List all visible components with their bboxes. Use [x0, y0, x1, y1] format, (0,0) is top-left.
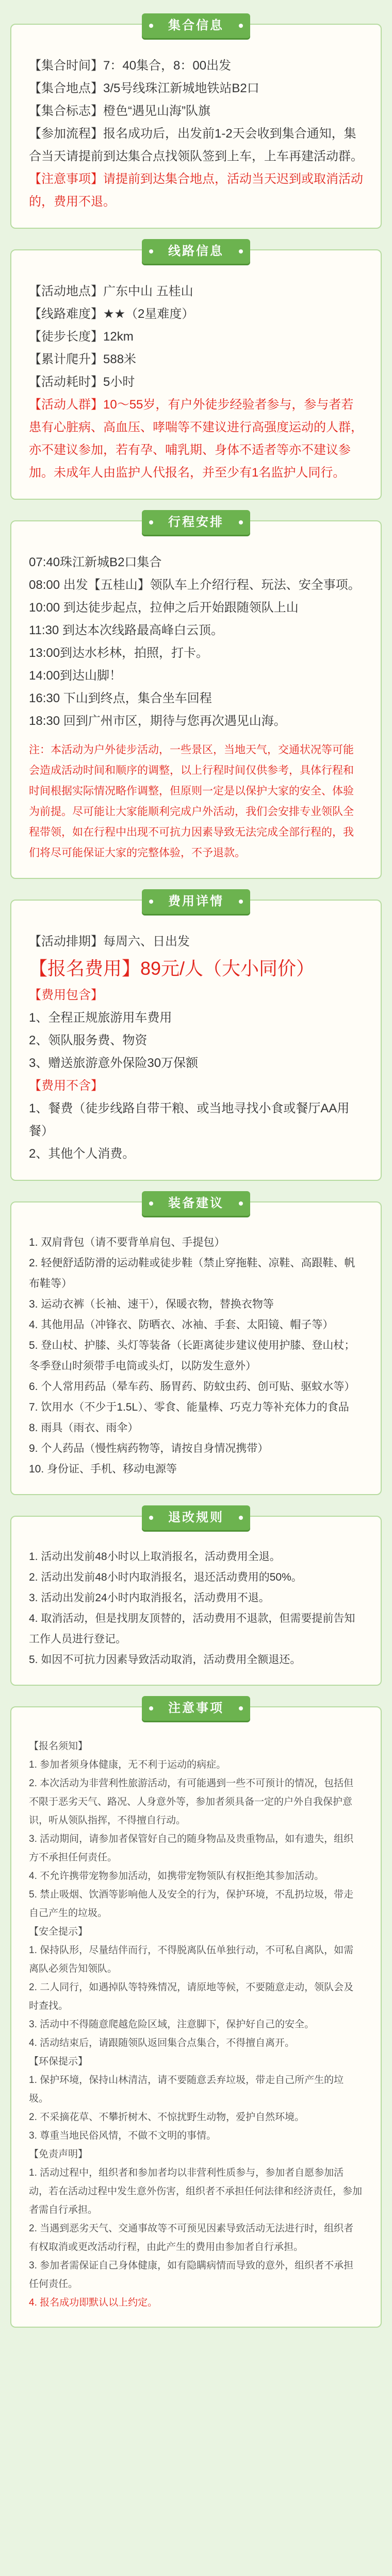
notes-item: 1. 保护环境，保持山林清洁，请不要随意丢弃垃圾，带走自己所产生的垃圾。	[29, 2075, 344, 2104]
gear-title: 装备建议	[142, 1191, 250, 1216]
notes-item: 2. 当遇到恶劣天气、交通事故等不可预见因素导致活动无法进行时，组织者有权取消或更改活动行程，由此产生的费用由参加者自行承担。	[29, 2223, 354, 2252]
notes-item: 3. 活动中不得随意爬越危险区域，注意脚下，保护好自己的安全。	[29, 2019, 315, 2030]
schedule-item: 10:00 到达徒步起点，拉伸之后开始跟随领队上山	[29, 601, 299, 615]
notes-item: 4. 不允许携带宠物参加活动，如携带宠物领队有权拒绝其参加活动。	[29, 1871, 324, 1882]
refund-item: 1. 活动出发前48小时以上取消报名，活动费用全退。	[29, 1551, 281, 1563]
notes-item: 3. 尊重当地民俗风情，不做不文明的事情。	[29, 2130, 217, 2141]
route-card	[10, 244, 382, 500]
gear-item: 4. 其他用品（冲锋衣、防晒衣、冰袖、手套、太阳镜、帽子等）	[29, 1319, 334, 1331]
fees-schedule: 【活动排期】每周六、日出发	[29, 935, 190, 948]
route-line: 【活动地点】广东中山 五桂山	[29, 284, 193, 298]
gear-item: 10. 身份证、手机、移动电源等	[29, 1463, 177, 1475]
gear-card	[10, 1196, 382, 1495]
meeting-line: 【集合标志】橙色“遇见山海”队旗	[29, 104, 210, 118]
notes-block-label: 【安全提示】	[29, 1926, 88, 1937]
gear-item: 5. 登山杖、护膝、头灯等装备（长距离徒步建议使用护膝、登山杖；冬季登山时须带手电筒或头灯，以防发生意外）	[29, 1340, 355, 1372]
notes-block-label: 【免责声明】	[29, 2149, 88, 2160]
fees-includes-label: 【费用包含】	[29, 988, 103, 1002]
route-title: 线路信息	[142, 239, 250, 264]
meeting-line: 【集合时间】7：40集合，8：00出发	[29, 59, 232, 73]
schedule-card	[10, 515, 382, 879]
meeting-notice: 【注意事项】请提前到达集合地点，活动当天迟到或取消活动的，费用不退。	[29, 172, 363, 209]
notes-item: 5. 禁止吸烟、饮酒等影响他人及安全的行为，保护环境，不乱扔垃圾，带走自己产生的垃圾。	[29, 1889, 354, 1919]
refund-item: 3. 活动出发前24小时内取消报名，活动费用不退。	[29, 1592, 270, 1604]
notes-item: 3. 活动期间，请参加者保管好自己的随身物品及贵重物品，如有遗失，组织方不承担任何责任。	[29, 1834, 354, 1863]
gear-item: 1. 双肩背包（请不要背单肩包、手提包）	[29, 1236, 225, 1248]
gear-item: 3. 运动衣裤（长袖、速干），保暖衣物，替换衣物等	[29, 1298, 274, 1310]
refund-item: 2. 活动出发前48小时内取消报名，退还活动费用的50%。	[29, 1571, 302, 1583]
schedule-item: 16:30 下山到终点，集合坐车回程	[29, 691, 212, 705]
notes-item: 2. 本次活动为非营利性旅游活动，有可能遇到一些不可预计的情况，包括但不限于恶劣天气、路况、人身意外等，参加者须具备一定的户外自我保护意识，听从领队指挥，不得擅自行动。	[29, 1778, 354, 1826]
notes-item: 2. 二人同行，如遇掉队等特殊情况，请原地等候，不要随意走动，领队会及时查找。	[29, 1982, 354, 2011]
fees-include-item: 2、领队服务费、物资	[29, 1033, 148, 1047]
schedule-item: 14:00到达山脚！	[29, 669, 122, 683]
refund-item: 4. 取消活动，但是找朋友顶替的，活动费用不退款，但需要提前告知工作人员进行登记。	[29, 1613, 355, 1645]
schedule-notice: 注：本活动为户外徒步活动，一些景区，当地天气，交通状况等可能会造成活动时间和顺序的调整，以上行程时间仅供参考，具体行程和时间根据实际情况略作调整，但原则一定是以保护大家的安全、体验为前提。尽可能让大家能顺利完成户外活动，我们会安排专业领队全程带领，如在行程中出现不可抗力因素导致无法完成全部行程的，我们将尽可能保证大家的完整体验，不予退款。	[29, 744, 354, 859]
gear-item: 6. 个人常用药品（晕车药、肠胃药、防蚊虫药、创可贴、驱蚊水等）	[29, 1381, 355, 1393]
schedule-title: 行程安排	[142, 510, 250, 535]
schedule-item: 18:30 回到广州市区，期待与您再次遇见山海。	[29, 714, 286, 728]
refund-item: 5. 如因不可抗力因素导致活动取消，活动费用全额退还。	[29, 1654, 301, 1666]
notes-card	[10, 1701, 382, 2328]
notes-item: 4. 报名成功即默认以上约定。	[29, 2297, 158, 2308]
refund-title: 退改规则	[142, 1505, 250, 1530]
notes-item: 1. 活动过程中，组织者和参加者均以非营利性质参与，参加者自愿参加活动，若在活动过程中发生意外伤害，组织者不承担任何法律和经济责任，参加者需自行承担。	[29, 2167, 363, 2215]
meeting-card	[10, 19, 382, 229]
route-line: 【徒步长度】12km	[29, 330, 134, 344]
fees-exclude-item: 1、餐费（徒步线路自带干粮、或当地寻找小食或餐厅AA用餐）	[29, 1101, 350, 1138]
schedule-item: 11:30 到达本次线路最高峰白云顶。	[29, 623, 223, 637]
gear-item: 8. 雨具（雨衣、雨伞）	[29, 1422, 139, 1434]
notes-item: 1. 保持队形，尽量结伴而行，不得脱离队伍单独行动，不可私自离队，如需离队必须告知领队。	[29, 1945, 354, 1974]
gear-item: 7. 饮用水（不少于1.5L）、零食、能量棒、巧克力等补充体力的食品	[29, 1401, 349, 1413]
gear-item: 2. 轻便舒适防滑的运动鞋或徒步鞋（禁止穿拖鞋、凉鞋、高跟鞋、帆布鞋等）	[29, 1257, 355, 1290]
route-line: 【线路难度】★★（2星难度）	[29, 307, 194, 321]
meeting-line: 【集合地点】3/5号线珠江新城地铁站B2口	[29, 81, 259, 95]
fees-include-item: 3、赠送旅游意外保险30万保额	[29, 1056, 199, 1070]
notes-item: 3. 参加者需保证自己身体健康，如有隐瞒病情而导致的意外，组织者不承担任何责任。	[29, 2260, 354, 2290]
route-notice: 【活动人群】10～55岁，有户外徒步经验者参与，参与者若患有心脏病、高血压、哮喘等不建议进行高强度运动的人群，亦不建议参加，若有孕、哺乳期、身体不适者等亦不建议参加。未成年人由监护人代报名，并至少有1名监护人同行。	[29, 398, 363, 480]
notes-title: 注意事项	[142, 1696, 250, 1721]
fees-price: 【报名费用】89元/人（大小同价）	[29, 958, 315, 979]
fees-excludes-label: 【费用不含】	[29, 1079, 103, 1093]
notes-item: 4. 活动结束后，请跟随领队返回集合点集合，不得擅自离开。	[29, 2038, 295, 2048]
notes-item: 1. 参加者须身体健康，无不利于运动的病症。	[29, 1759, 226, 1770]
fees-exclude-item: 2、其他个人消费。	[29, 1147, 135, 1161]
notes-block-label: 【环保提示】	[29, 2056, 88, 2067]
gear-item: 9. 个人药品（慢性病药物等，请按自身情况携带）	[29, 1443, 269, 1454]
route-line: 【活动耗时】5小时	[29, 375, 135, 389]
notes-block-label: 【报名须知】	[29, 1741, 88, 1752]
meeting-title: 集合信息	[142, 13, 250, 38]
refund-card	[10, 1511, 382, 1686]
meeting-line: 【参加流程】报名成功后，出发前1-2天会收到集合通知，集合当天请提前到达集合点找领队签到上车，上车再建活动群。	[29, 127, 363, 163]
fees-card	[10, 894, 382, 1181]
schedule-item: 13:00到达水杉林，拍照，打卡。	[29, 646, 209, 660]
route-line: 【累计爬升】588米	[29, 352, 137, 366]
fees-include-item: 1、全程正规旅游用车费用	[29, 1011, 172, 1025]
schedule-item: 08:00 出发【五桂山】领队车上介绍行程、玩法、安全事项。	[29, 578, 361, 592]
notes-item: 2. 不采摘花草、不攀折树木、不惊扰野生动物，爱护自然环境。	[29, 2112, 305, 2123]
schedule-item: 07:40珠江新城B2口集合	[29, 555, 162, 569]
fees-title: 费用详情	[142, 889, 250, 914]
